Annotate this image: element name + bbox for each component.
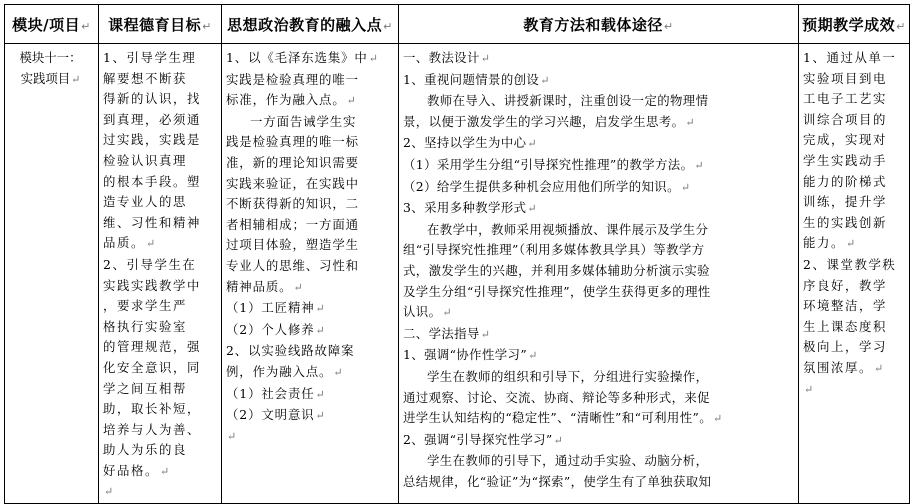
teaching-method-cell — [399, 44, 799, 504]
moral-goal-line: 助人为乐的良 — [103, 442, 187, 458]
integration-line: 例，作为融入点。↵ — [226, 363, 344, 379]
method-line: 景，以便于激发学生的学习兴趣，启发学生思考。↵ — [403, 113, 696, 129]
method-line: 教师在导入、讲授新课时，注重创设一定的物理情 — [427, 93, 709, 109]
outcome-line: 1、通过从单一 — [803, 50, 897, 65]
method-line: 3、采用多种教学形式↵ — [403, 200, 538, 216]
method-line: （2）给学生提供多种机会应用他们所学的知识。↵ — [403, 178, 691, 194]
integration-line: 准，新的理论知识需要 — [226, 154, 359, 170]
outcome-line: 能力。↵ — [803, 235, 857, 251]
integration-line: 专业人的思维、习性和 — [226, 257, 359, 273]
header-module: 模块/项目↵ — [5, 5, 99, 44]
module-line: 实践项目↵ — [20, 70, 81, 86]
moral-goal-cell — [99, 44, 222, 504]
moral-goal-line: 学之间互相帮 — [103, 380, 187, 396]
moral-goal-line: 格执行实验室 — [103, 318, 187, 334]
method-line: 1、强调“协作性学习”↵ — [403, 347, 538, 363]
moral-goal-line: 到真理，必须通 — [103, 111, 201, 127]
moral-goal-line: 1、引导学生理 — [103, 50, 197, 65]
expected-outcome-cell — [799, 44, 910, 504]
integration-line: 不断获得新的知识，二 — [226, 196, 359, 212]
moral-goal-line: 解要想不断获 — [103, 70, 187, 86]
method-line: 式，激发学生的兴趣，并利用多媒体辅助分析演示实验 — [403, 262, 710, 278]
outcome-line: 2、课堂教学秩 — [803, 256, 897, 272]
outcome-line: 生上课态度积 — [803, 318, 887, 334]
moral-goal-line: ，要求学生严 — [103, 298, 187, 314]
outcome-line: 序良好，教学 — [803, 277, 887, 293]
outcome-line: 训综合项目的 — [803, 111, 887, 127]
outcome-line: 工电子工艺实 — [803, 91, 887, 107]
curriculum-table — [4, 4, 910, 504]
integration-line: 过项目体验，塑造学生 — [226, 237, 359, 253]
outcome-line: 能力的阶梯式 — [803, 173, 887, 189]
integration-line: 一方面告诫学生实 — [250, 113, 357, 129]
method-line: 及学生分组“引导探究性推理”，使学生获得更多的理性 — [403, 283, 711, 299]
paragraph-mark: ↵ — [227, 429, 238, 443]
module-cell — [5, 44, 99, 504]
moral-goal-line: 化安全意识，同 — [103, 359, 201, 375]
method-line: 组“引导探究性推理”（利用多媒体教具学具）等教学方 — [403, 242, 705, 258]
moral-goal-line: 维、习性和精神 — [103, 214, 201, 230]
moral-goal-line: 造专业人的思 — [103, 194, 187, 210]
moral-goal-line: 培养与人为善、 — [103, 421, 201, 437]
method-line: 学生在教师的组织和引导下，分组进行实验操作， — [427, 368, 709, 384]
method-line: 2、强调“引导探究性学习”↵ — [403, 431, 564, 447]
moral-goal-line: 的管理规范，强 — [103, 339, 201, 355]
integration-line: （2）个人修养↵ — [226, 321, 326, 337]
method-line: 二、学法指导↵ — [403, 325, 491, 341]
method-line: 进学生认知结构的“稳定性”、“清晰性”和“可利用性”。↵ — [403, 410, 723, 426]
outcome-line: 极向上，学习 — [803, 339, 887, 355]
header-row — [5, 5, 910, 44]
integration-line: 1、以《毛泽东选集》中↵ — [226, 50, 379, 65]
outcome-line: 实验项目到电 — [803, 70, 887, 86]
moral-goal-line: 2、引导学生在 — [103, 256, 197, 272]
integration-line: （2）文明意识↵ — [226, 407, 326, 423]
moral-goal-line: 的根本手段。塑 — [103, 173, 201, 189]
integration-line: 标准，作为融入点。↵ — [226, 92, 357, 108]
moral-goal-line: 检验认识真理 — [103, 152, 187, 168]
outcome-line: 学生实践动手 — [803, 152, 887, 168]
outcome-line: 训练，提升学 — [803, 194, 887, 210]
integration-line: 2、以实验线路故障案 — [226, 343, 355, 359]
paragraph-mark: ↵ — [804, 382, 815, 396]
integration-line: （1）工匠精神↵ — [226, 300, 326, 316]
outcome-line: 氛围浓厚。↵ — [803, 359, 885, 375]
paragraph-mark: ↵ — [104, 485, 115, 499]
integration-line: 实践是检验真理的唯一 — [226, 71, 359, 87]
outcome-line: 环境整洁，学 — [803, 298, 887, 314]
header-expected-outcome: 预期教学成效↵ — [799, 5, 910, 44]
integration-line: 实践来验证，在实践中 — [226, 175, 359, 191]
outcome-line: 完成，实现对 — [803, 132, 887, 148]
moral-goal-line: 好品格。↵ — [103, 462, 171, 478]
moral-goal-line: 助，取长补短， — [103, 401, 201, 417]
header-moral-goal: 课程德育目标↵ — [99, 5, 222, 44]
method-line: 2、坚持以学生为中心↵ — [403, 135, 538, 151]
moral-goal-line: 得新的认识，找 — [103, 91, 201, 107]
integration-line: 者相辅相成；一方面通 — [226, 216, 359, 232]
header-integration-point: 思想政治教育的融入点↵ — [222, 5, 399, 44]
moral-goal-line: 过实践，实践是 — [103, 132, 201, 148]
outcome-line: 生的实践创新 — [803, 214, 887, 230]
method-line: 1、重视问题情景的创设↵ — [403, 71, 550, 87]
integration-point-cell — [222, 44, 399, 504]
module-line: 模块十一： — [19, 50, 82, 65]
moral-goal-line: 品质。↵ — [103, 235, 157, 251]
integration-line: 践是检验真理的唯一标 — [226, 134, 359, 150]
method-line: 通过观察、讨论、交流、协商、辩论等多种形式，来促 — [403, 389, 710, 405]
method-line: 总结规律，化“验证”为“探索”，使学生有了单独获取知 — [403, 473, 712, 489]
method-line: 在教学中，教师采用视频播放、课件展示及学生分 — [427, 221, 709, 237]
method-line: 一、教法设计↵ — [403, 50, 491, 65]
integration-line: 精神品质。↵ — [226, 278, 304, 294]
table-row — [5, 44, 910, 504]
method-line: 认识。↵ — [403, 304, 452, 320]
method-line: （1）采用学生分组“引导探究性推理”的教学方法。↵ — [403, 156, 704, 172]
header-teaching-method: 教育方法和载体途径↵ — [399, 5, 799, 44]
moral-goal-line: 实践实践教学中 — [103, 277, 201, 293]
method-line: 学生在教师的引导下，通过动手实验、动脑分析， — [427, 453, 709, 469]
integration-line: （1）社会责任↵ — [226, 385, 326, 401]
